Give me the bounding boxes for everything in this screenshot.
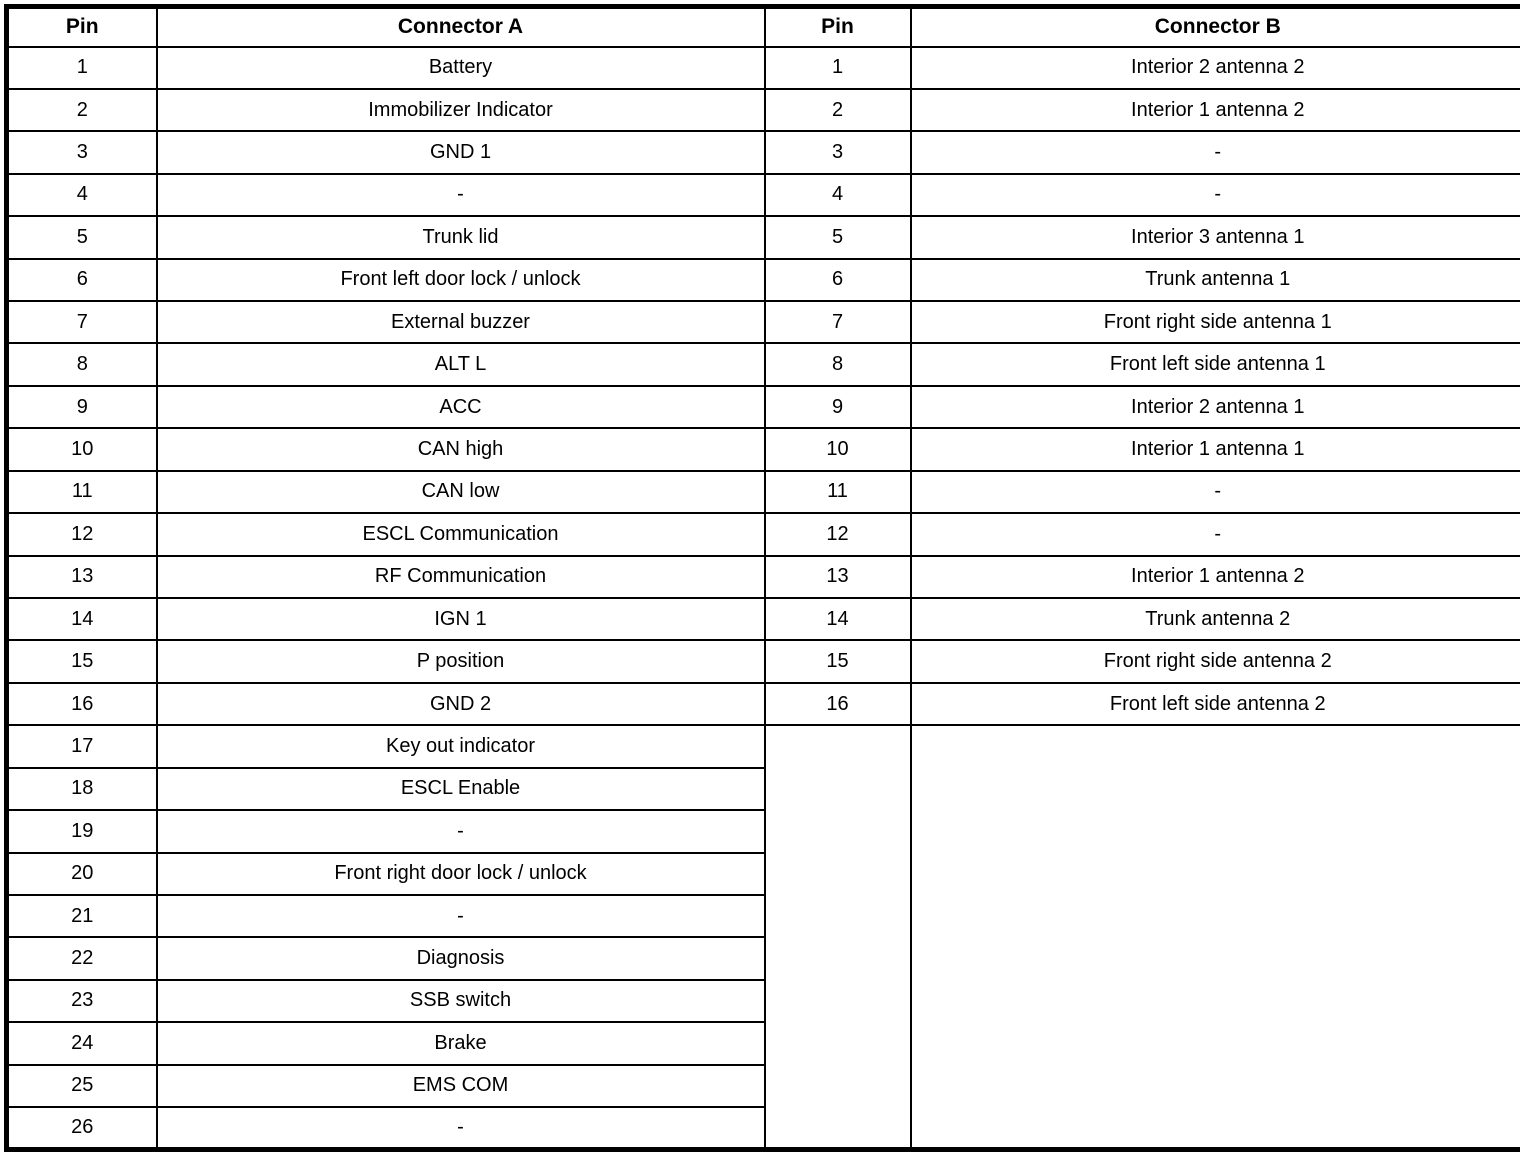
pin-a-cell: 22: [7, 937, 157, 979]
pin-b-cell: 4: [765, 174, 911, 216]
pin-b-cell: 12: [765, 513, 911, 555]
pin-b-empty-cell: [765, 725, 911, 1149]
connector-b-cell: Trunk antenna 2: [911, 598, 1520, 640]
table-row: [7, 89, 1520, 131]
pin-a-header: Pin: [7, 7, 157, 47]
pin-b-cell: 6: [765, 259, 911, 301]
table-row: [7, 131, 1520, 173]
pin-a-cell: 4: [7, 174, 157, 216]
table-row: [7, 683, 1520, 725]
pin-b-cell: 10: [765, 428, 911, 470]
pin-a-cell: 26: [7, 1107, 157, 1149]
connector-b-cell: Front left side antenna 1: [911, 343, 1520, 385]
connector-a-cell: CAN low: [157, 471, 765, 513]
pin-b-cell: 5: [765, 216, 911, 258]
pin-a-cell: 15: [7, 640, 157, 682]
connector-a-cell: ALT L: [157, 343, 765, 385]
connector-b-cell: Trunk antenna 1: [911, 259, 1520, 301]
table-row: [7, 640, 1520, 682]
connector-b-cell: Interior 2 antenna 2: [911, 47, 1520, 89]
pin-a-cell: 5: [7, 216, 157, 258]
connector-a-cell: -: [157, 895, 765, 937]
table-row: [7, 556, 1520, 598]
pin-a-cell: 10: [7, 428, 157, 470]
pin-a-cell: 25: [7, 1065, 157, 1107]
connector-a-cell: Front left door lock / unlock: [157, 259, 765, 301]
pin-a-cell: 17: [7, 725, 157, 767]
connector-b-cell: -: [911, 471, 1520, 513]
connector-a-cell: ACC: [157, 386, 765, 428]
connector-a-cell: Diagnosis: [157, 937, 765, 979]
connector-b-empty-cell: [911, 725, 1520, 1149]
connector-b-header: Connector B: [911, 7, 1520, 47]
table-row: [7, 725, 1520, 767]
pin-b-cell: 1: [765, 47, 911, 89]
table-row: [7, 174, 1520, 216]
table-row: [7, 216, 1520, 258]
connector-pin-table: [4, 4, 1520, 1152]
pin-b-cell: 11: [765, 471, 911, 513]
connector-a-cell: P position: [157, 640, 765, 682]
pin-a-cell: 21: [7, 895, 157, 937]
pin-b-header: Pin: [765, 7, 911, 47]
pin-a-cell: 24: [7, 1022, 157, 1064]
connector-b-cell: Front right side antenna 1: [911, 301, 1520, 343]
table-row: [7, 513, 1520, 555]
table-row: [7, 259, 1520, 301]
connector-a-cell: Immobilizer Indicator: [157, 89, 765, 131]
table-row: [7, 386, 1520, 428]
pin-a-cell: 14: [7, 598, 157, 640]
connector-a-cell: -: [157, 810, 765, 852]
table-body: [7, 47, 1520, 1150]
pin-a-cell: 7: [7, 301, 157, 343]
pin-b-cell: 14: [765, 598, 911, 640]
connector-a-cell: External buzzer: [157, 301, 765, 343]
connector-a-cell: Trunk lid: [157, 216, 765, 258]
connector-a-cell: ESCL Enable: [157, 768, 765, 810]
connector-a-cell: Key out indicator: [157, 725, 765, 767]
connector-a-header: Connector A: [157, 7, 765, 47]
pin-a-cell: 12: [7, 513, 157, 555]
pin-b-cell: 9: [765, 386, 911, 428]
table-row: [7, 343, 1520, 385]
connector-a-cell: GND 2: [157, 683, 765, 725]
pin-a-cell: 16: [7, 683, 157, 725]
table-row: [7, 598, 1520, 640]
pin-b-cell: 13: [765, 556, 911, 598]
connector-b-cell: Interior 1 antenna 2: [911, 556, 1520, 598]
connector-a-cell: -: [157, 1107, 765, 1149]
pin-b-cell: 3: [765, 131, 911, 173]
pin-b-cell: 8: [765, 343, 911, 385]
connector-a-cell: -: [157, 174, 765, 216]
pin-a-cell: 18: [7, 768, 157, 810]
connector-b-cell: -: [911, 174, 1520, 216]
pin-b-cell: 2: [765, 89, 911, 131]
pin-a-cell: 13: [7, 556, 157, 598]
pin-a-cell: 11: [7, 471, 157, 513]
table-row: [7, 471, 1520, 513]
connector-b-cell: Interior 2 antenna 1: [911, 386, 1520, 428]
pin-b-cell: 15: [765, 640, 911, 682]
pin-a-cell: 2: [7, 89, 157, 131]
pin-a-cell: 1: [7, 47, 157, 89]
connector-a-cell: Battery: [157, 47, 765, 89]
connector-b-cell: Interior 1 antenna 1: [911, 428, 1520, 470]
connector-b-cell: Front right side antenna 2: [911, 640, 1520, 682]
pin-b-cell: 16: [765, 683, 911, 725]
connector-a-cell: GND 1: [157, 131, 765, 173]
connector-a-cell: SSB switch: [157, 980, 765, 1022]
connector-b-cell: Interior 3 antenna 1: [911, 216, 1520, 258]
pin-a-cell: 6: [7, 259, 157, 301]
pin-b-cell: 7: [765, 301, 911, 343]
connector-a-cell: ESCL Communication: [157, 513, 765, 555]
pin-a-cell: 20: [7, 853, 157, 895]
table-row: [7, 47, 1520, 89]
table-row: [7, 301, 1520, 343]
connector-a-cell: Brake: [157, 1022, 765, 1064]
table-row: [7, 428, 1520, 470]
pin-a-cell: 8: [7, 343, 157, 385]
pin-a-cell: 23: [7, 980, 157, 1022]
connector-a-cell: EMS COM: [157, 1065, 765, 1107]
connector-a-cell: IGN 1: [157, 598, 765, 640]
pin-a-cell: 3: [7, 131, 157, 173]
connector-a-cell: CAN high: [157, 428, 765, 470]
connector-b-cell: Front left side antenna 2: [911, 683, 1520, 725]
connector-a-cell: RF Communication: [157, 556, 765, 598]
connector-b-cell: -: [911, 513, 1520, 555]
connector-a-cell: Front right door lock / unlock: [157, 853, 765, 895]
header-row: [7, 7, 1520, 47]
connector-b-cell: -: [911, 131, 1520, 173]
connector-b-cell: Interior 1 antenna 2: [911, 89, 1520, 131]
pin-a-cell: 9: [7, 386, 157, 428]
pin-a-cell: 19: [7, 810, 157, 852]
